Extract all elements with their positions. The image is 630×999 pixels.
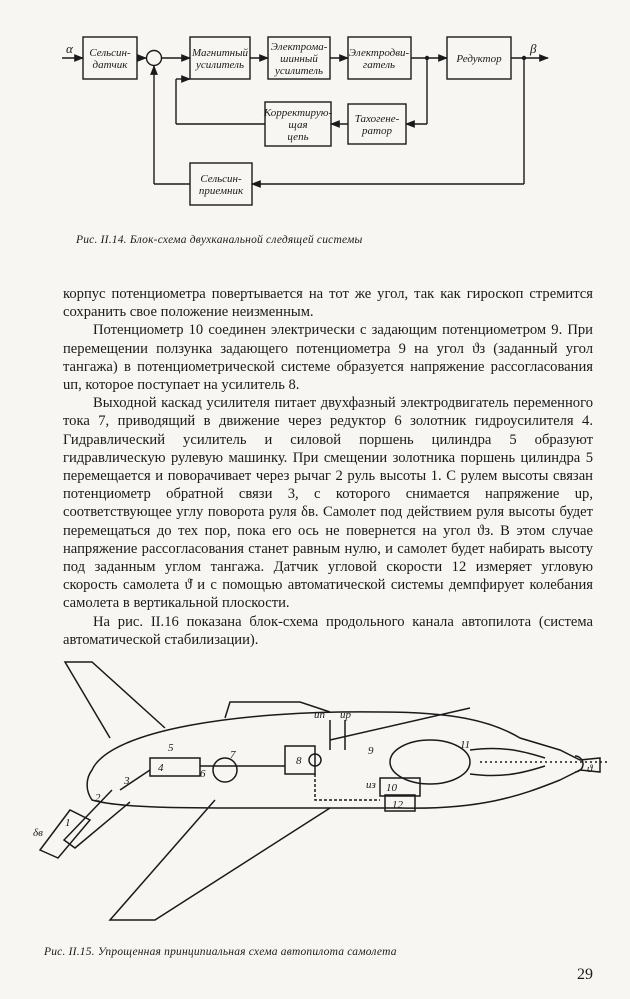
- label-n1: 1: [65, 817, 71, 829]
- label-n9: 9: [368, 745, 374, 757]
- label-n7: 7: [230, 749, 236, 761]
- block-selsyn-sensor: Сельсин-датчик: [89, 47, 131, 71]
- paragraph-4: На рис. II.16 показана блок-схема продольного канала автопилота (система автоматической стабилизации).: [63, 613, 593, 648]
- paragraph-1: корпус потенциометра повертывается на тот же угол, так как гироскоп стремится сохранить свое положение неизменным.: [63, 286, 593, 321]
- label-n2: 2: [95, 792, 101, 804]
- label-ur: uр: [340, 709, 351, 721]
- body-text: [63, 285, 593, 649]
- label-delta: δв: [33, 827, 43, 839]
- figure-14-caption: Рис. II.14. Блок-схема двухканальной следящей системы: [76, 234, 363, 246]
- block-tacho: Тахогене-ратор: [354, 113, 400, 137]
- block-motor: Электродви-гатель: [348, 47, 410, 71]
- label-up: uп: [314, 709, 325, 721]
- label-n10: 10: [386, 782, 397, 794]
- block-em-amp: Электрома-шинный усилитель: [270, 41, 328, 77]
- label-n3: 3: [124, 775, 130, 787]
- block-selsyn-receiver: Сельсин-приемник: [198, 173, 244, 197]
- aircraft-schematic-figure: [0, 650, 630, 940]
- label-theta: ϑ: [587, 763, 593, 775]
- label-n11: 11: [460, 739, 471, 751]
- block-magnetic-amp: Магнитный усилитель: [191, 47, 249, 71]
- input-alpha: α: [66, 41, 73, 56]
- label-n12: 12: [392, 799, 403, 811]
- paragraph-2: Потенциометр 10 соединен электрически с задающим потенциометром 9. При перемещении ползунка задающего потенциометра 9 на угол ϑз (заданный угол тангажа) в потенциометрической системе образуется напряжение рассогласования uп, которое поступает на усилитель 8.: [63, 322, 593, 394]
- label-n5: 5: [168, 742, 174, 754]
- label-n4: 4: [158, 762, 164, 774]
- figure-15-caption: Рис. II.15. Упрощенная принципиальная схема автопилота самолета: [44, 946, 397, 958]
- page-number: 29: [577, 966, 593, 983]
- block-diagram-figure: [0, 0, 630, 260]
- label-n6: 6: [200, 768, 206, 780]
- label-u3: uз: [366, 779, 376, 791]
- block-corrector: Корректирую-щая цепь: [263, 107, 333, 143]
- output-beta: β: [530, 41, 537, 56]
- block-reducer: Редуктор: [456, 53, 502, 65]
- paragraph-3: Выходной каскад усилителя питает двухфазный электродвигатель переменного тока 7, приводящий в движение через редуктор 6 золотник гидроусилителя 4. Гидравлический усилитель и силовой поршень цилиндра 5 образуют гидравлическую рулевую машинку. При смещении золотника поршень цилиндра 5 перемещается и поворачивает через рычаг 2 руль высоты 1. С рулем высоты связан потенциометр обратной связи 3, с которого снимается напряжение uр, соответствующее углу поворота руля δв. Самолет под действием руля высоты будет перемещаться до тех пор, пока его ось не повернется на угол ϑз. В этом случае напряжение рассогласования станет равным нулю, и самолет будет набирать высоту под заданным углом тангажа. Датчик угловой скорости 12 измеряет угловую скорость самолета ϑ̇ и с помощью автоматической системы демпфирует колебания самолета в вертикальной плоскости.: [63, 395, 593, 612]
- label-n8: 8: [296, 755, 302, 767]
